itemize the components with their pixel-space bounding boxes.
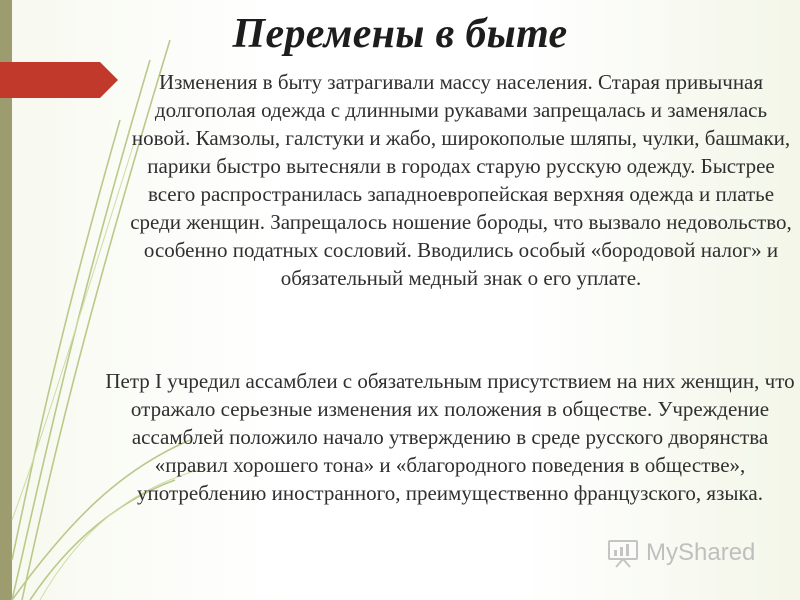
slide-title: Перемены в быте: [232, 11, 568, 57]
watermark: [606, 538, 755, 568]
watermark-text: MyShared: [646, 539, 756, 566]
presentation-board-icon: [606, 538, 640, 568]
paragraph-assemblies: Петр I учредил ассамблеи с обязательным присутствием на них женщин, что отражало серьезные изменения их положения в обществе. Учреждение ассамблей положило начало утверждению в среде русского дворянства «правил хорошего тона» и «благородного поведения в обществе», употреблению иностранного, преимущественно французского, языка.: [105, 369, 795, 505]
paragraph-clothing: Изменения в быту затрагивали массу населения. Старая привычная долгополая одежда с длинными рукавами запрещалась и заменялась новой. Камзолы, галстуки и жабо, широкополые шляпы, чулки, башмаки, парики быстро вытесняли в городах старую русскую одежду. Быстрее всего распространилась западноевропейская верхняя одежда и платье среди женщин. Запрещалось ношение бороды, что вызвало недовольство, особенно податных сословий. Вводились особый «бородовой налог» и обязательный медный знак о его уплате.: [130, 70, 792, 290]
red-arrow-marker: [0, 62, 118, 98]
